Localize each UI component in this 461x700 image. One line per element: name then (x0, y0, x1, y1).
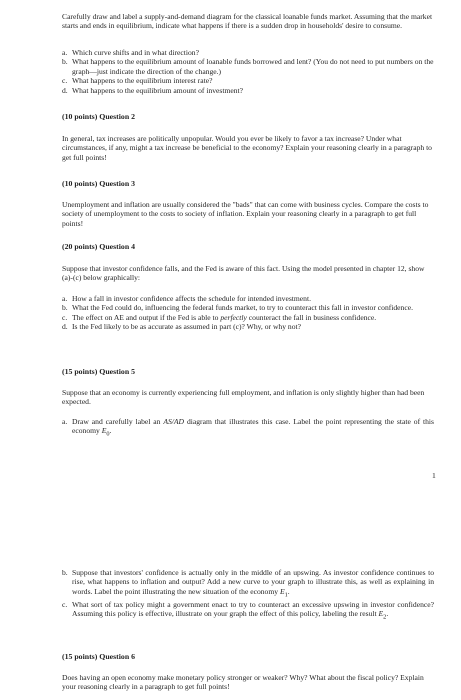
list-item (62, 303, 434, 312)
item-text: Suppose that investors' confidence is actually only in the middle of an upswing. As investor confidence continues to rise, what happens to inflation and output? Add a new curve to your graph to illustrate this, as well as explaining in words. Label the point illustrating the new situation of the economy (72, 568, 434, 596)
item-marker: b. (62, 303, 68, 313)
list-item (62, 76, 434, 85)
list-item (62, 600, 434, 622)
item-marker: c. (62, 76, 68, 86)
list-item (62, 417, 434, 439)
q5-intro-block (62, 388, 434, 407)
item-text: . (386, 609, 389, 619)
page-number: 1 (432, 471, 436, 480)
q3-body: Unemployment and inflation are usually considered the "bads" that can come with business cycles. Compare the costs to society of unemployment to the costs to society of inflation. Explain your reasoning clearly in a paragraph to get full points! (62, 200, 429, 228)
item-text: Draw and carefully label an (72, 417, 164, 426)
math-subscript: 1 (284, 591, 288, 599)
q2-body-block (62, 134, 434, 162)
q5-heading: (15 points) Question 5 (62, 367, 135, 376)
item-text: What happens to the equilibrium amount of loanable funds borrowed and lent? (You do not need to put numbers on the graph—just indicate the direction of the change.) (72, 57, 434, 76)
q5-intro: Suppose that an economy is currently experiencing full employment, and inflation is only slightly higher than had been expected. (62, 388, 425, 407)
item-emphasis: perfectly (220, 312, 247, 322)
q6-body: Does having an open economy make monetary policy stronger or weaker? Why? What about the fiscal policy? Explain your reasoning clearly in a paragraph to get full points! (62, 673, 424, 692)
q2-heading-block (62, 112, 434, 121)
q3-body-block (62, 200, 434, 228)
item-text: What the Fed could do, influencing the federal funds market, to try to counteract this fall in investor confidence. (72, 303, 413, 313)
item-emphasis: AS/AD (163, 417, 185, 426)
q5-item-a-block (62, 417, 434, 439)
list-item (62, 322, 434, 331)
math-symbol: E (101, 426, 107, 436)
q1-intro (62, 12, 434, 31)
list-item (62, 86, 434, 95)
item-text: Is the Fed likely to be as accurate as assumed in part (c)? Why, or why not? (72, 322, 302, 332)
item-marker: a. (62, 48, 68, 57)
q5-heading-block (62, 367, 434, 376)
item-text: How a fall in investor confidence affects the schedule for intended investment. (72, 294, 311, 303)
item-marker: b. (62, 568, 68, 577)
q6-heading-block (62, 652, 434, 661)
q4-intro-block (62, 264, 434, 283)
item-text: . (287, 586, 290, 596)
q3-heading-block (62, 179, 434, 188)
item-marker: a. (62, 417, 68, 426)
list-item (62, 294, 434, 303)
q2-heading: (10 points) Question 2 (62, 112, 135, 121)
item-marker: d. (62, 85, 68, 95)
q3-heading: (10 points) Question 3 (62, 179, 135, 188)
q4-list (62, 294, 434, 332)
list-item (62, 568, 434, 600)
item-marker: d. (62, 322, 68, 332)
item-text: diagram that illustrates this case. Label the point representing the state of this economy (72, 417, 435, 436)
q4-intro: Suppose that investor confidence falls, and the Fed is aware of this fact. Using the model presented in chapter 12, show (a)-(c) below graphically: (62, 264, 425, 283)
q4-heading: (20 points) Question 4 (62, 242, 135, 251)
item-marker: c. (62, 312, 68, 322)
q6-heading: (15 points) Question 6 (62, 652, 135, 661)
item-text: Which curve shifts and in what direction? (72, 48, 199, 57)
q1-items (62, 48, 434, 95)
list-item (62, 48, 434, 57)
q2-body: In general, tax increases are politically unpopular. Would you ever be likely to favor a tax increase? Under what circumstances, if any, might a tax increase be beneficial to the economy? Explain your reasoning clearly in a paragraph to get full points! (62, 134, 432, 162)
item-marker: a. (62, 294, 68, 303)
item-text: What happens to the equilibrium interest rate? (72, 76, 213, 86)
math-symbol: E (378, 609, 384, 619)
item-text: The effect on AE and output if the Fed is able to (72, 312, 221, 322)
item-text: What happens to the equilibrium amount of investment? (72, 85, 244, 95)
item-text: . (109, 426, 112, 436)
q5-list-a (62, 417, 434, 439)
item-marker: c. (62, 599, 68, 609)
q4-heading-block (62, 242, 434, 251)
q1-list (62, 48, 434, 95)
list-item (62, 57, 434, 76)
math-subscript: 0 (106, 430, 110, 438)
math-symbol: E (279, 586, 285, 596)
q5-list-bc (62, 568, 434, 622)
q6-body-block (62, 673, 434, 692)
list-item (62, 313, 434, 322)
q4-items (62, 294, 434, 332)
q5-item-bc-block (62, 568, 434, 622)
item-text: What sort of tax policy might a government enact to try to counteract an excessive upswing in investor confidence? Assuming this policy is effective, illustrate on your graph the effect of this policy, labeling the result (72, 599, 434, 619)
item-marker: b. (62, 57, 68, 67)
math-subscript: 2 (383, 613, 387, 621)
q1-intro-text: Carefully draw and label a supply-and-demand diagram for the classical loanable funds market. Assuming that the market starts and ends in equilibrium, indicate what happens if there is a sudden drop in households' desire to consume. (62, 12, 433, 31)
item-text: counteract the fall in business confidence. (246, 312, 377, 322)
